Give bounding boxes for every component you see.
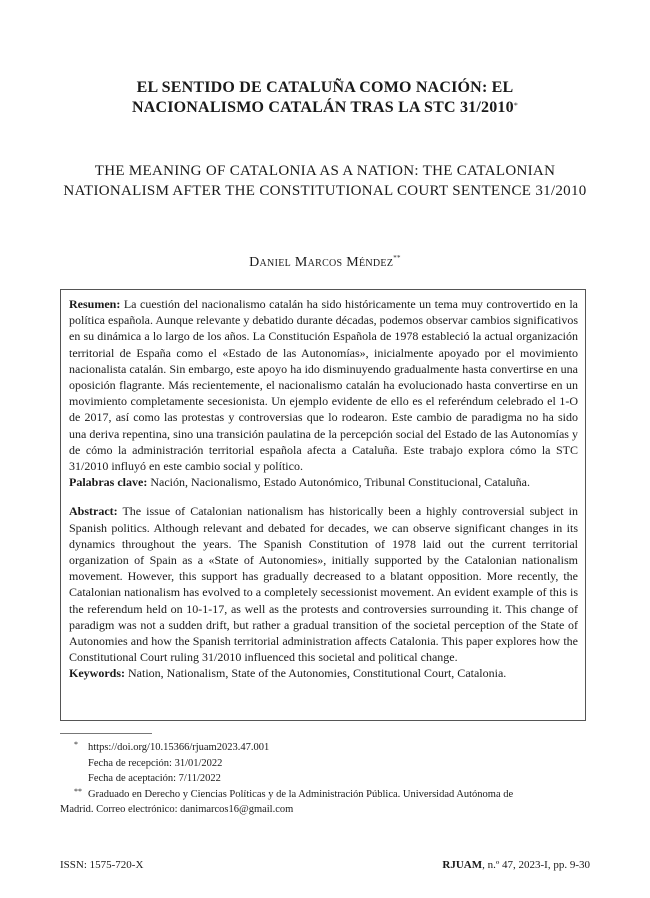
- author-name: Daniel Marcos Méndez: [249, 255, 394, 270]
- abstract-paragraph: [69, 503, 578, 665]
- footnote-accepted: Fecha de aceptación: 7/11/2022: [88, 773, 221, 784]
- resumen-text: La cuestión del nacionalismo catalán ha sido históricamente un tema muy controvertido en la política española. Aunque relevante y debatido durante décadas, podemos observar cambios significativos en su dinámica a lo largo de los años. La Constitución Española de 1978 estableció la actual organización territorial de España como el «Estado de las Autonomías», inicialmente apoyado por el movimiento nacionalista catalán. Sin embargo, este apoyo ha ido disminuyendo gradualmente hasta convertirse en una oposición flagrante. Más recientemente, el nacionalismo catalán ha evolucionado hasta convertirse en un movimiento completamente secesionista. Un ejemplo evidente de ello es el referéndum celebrado el 1-O de 2017, así como las protestas y controversias que lo rodearon. Este cambio de paradigma no ha sido una deriva repentina, sino una transición paulatina de la percepción social del Estado de las Autonomías y de cómo la administración territorial española afecta a Cataluña. Este trabajo explora cómo la STC 31/2010 influyó en este cambio social y político.: [69, 297, 578, 474]
- footnote-received: Fecha de recepción: 31/01/2022: [88, 757, 223, 769]
- resumen-paragraph: [69, 296, 578, 474]
- article-title-spanish: [0, 78, 650, 118]
- title-footnote-mark: *: [513, 101, 519, 110]
- author-affiliation: Graduado en Derecho y Ciencias Políticas y de la Administración Pública. Universidad Autónoma de: [88, 788, 514, 800]
- page-footer: [60, 859, 590, 871]
- abstract-label: Abstract:: [69, 504, 118, 519]
- author-email-line: Madrid. Correo electrónico: danimarcos16@gmail.com: [60, 804, 294, 815]
- keywords-label: Keywords:: [69, 666, 125, 681]
- journal-name: RJUAM: [442, 859, 483, 871]
- abstract-box: [60, 289, 586, 721]
- palabras-clave-text: Nación, Nacionalismo, Estado Autonómico, Tribunal Constitucional, Cataluña.: [150, 475, 530, 490]
- palabras-clave: [69, 474, 578, 490]
- footnote-author-info: [60, 787, 590, 803]
- title-es-line-2: NACIONALISMO CATALÁN TRAS LA STC 31/2010*: [131, 99, 519, 116]
- journal-citation: [442, 859, 590, 871]
- section-gap: [69, 490, 578, 503]
- palabras-clave-label: Palabras clave:: [69, 475, 148, 490]
- resumen-label: Resumen:: [69, 297, 121, 311]
- footnote-1-mark: *: [74, 740, 78, 749]
- title-en-line-1: THE MEANING OF CATALONIA AS A NATION: THE CATALONIAN: [94, 163, 556, 179]
- author-footnote-mark: **: [393, 254, 401, 262]
- footnote-divider: [60, 733, 152, 734]
- title-es-line-1: EL SENTIDO DE CATALUÑA COMO NACIÓN: EL: [136, 79, 514, 96]
- author-byline: [0, 255, 650, 271]
- footnote-doi: [60, 740, 590, 756]
- issn: ISSN: 1575-720-X: [60, 859, 144, 871]
- keywords-text: Nation, Nationalism, State of the Autonomies, Constitutional Court, Catalonia.: [128, 666, 507, 681]
- footnotes: [60, 740, 590, 818]
- article-title-english: [0, 161, 650, 201]
- keywords: [69, 665, 578, 681]
- footnote-2-mark: **: [74, 786, 82, 796]
- issue-pages: , n.º 47, 2023-I, pp. 9-30: [482, 859, 590, 871]
- abstract-text: The issue of Catalonian nationalism has historically been a highly controversial subject in Spanish politics. Although relevant and debated for decades, we can observe significant changes in its dynamics throughout the years. The Spanish Constitution of 1978 laid out the current territorial organization of Spain as a «State of Autonomies», initially supported by the Catalonian nationalism movement. However, this support has gradually decreased to a blatant opposition. More recently, the Catalonian nationalism has evolved to a completely secessionist movement. An evident example of this is the referendum held on 10-1-17, as well as the protests and controversies surrounding it. This change of paradigm was not a sudden drift, but rather a gradual transition of the societal perception of the State of Autonomies and how the Spanish territorial administration affects Catalonia. This paper explores how the Constitutional Court ruling 31/2010 influenced this societal and political change.: [69, 504, 578, 665]
- title-en-line-2: NATIONALISM AFTER THE CONSTITUTIONAL COURT SENTENCE 31/2010: [63, 183, 587, 199]
- doi-link[interactable]: https://doi.org/10.15366/rjuam2023.47.001: [88, 742, 270, 753]
